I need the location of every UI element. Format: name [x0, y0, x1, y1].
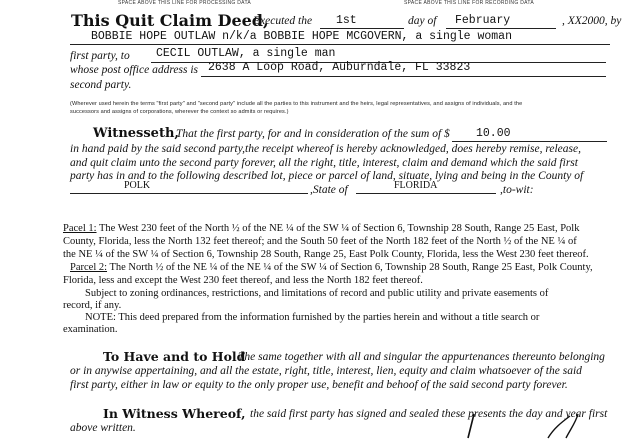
parcel-1-line-3: the NE ¼ of the SW ¼ of Section 6, Township 28 South, Range 25, East Polk County, Florida, less the West 230 feet thereof.: [63, 249, 589, 260]
witnesseth-heading: Witnesseth,: [93, 126, 179, 141]
definitions-line-2: successors and assigns of corporations, wherever the context so admits or requires.): [70, 109, 289, 115]
execution-month: February: [455, 14, 511, 27]
grantor-name: BOBBIE HOPE OUTLAW n/k/a BOBBIE HOPE MCGOVERN, a single woman: [91, 30, 512, 43]
habendum-line-2: or in anywise appertaining, and all the estate, right, title, interest, lien, equity and claim whatsoever of the said: [70, 365, 582, 377]
execution-year: , XX2000, by: [562, 15, 622, 27]
parcel-1-label: Pacel 1:: [63, 223, 97, 234]
recording-data-note: SPACE ABOVE THIS LINE FOR RECORDING DATA: [404, 0, 534, 6]
witnesseth-line-2: in hand paid by the said second party,the receipt whereof is hereby acknowledged, does hereby remise, release,: [70, 143, 581, 155]
in-witness-line-1: the said first party has signed and sealed these presents the day and year first: [250, 408, 608, 420]
address-label: whose post office address is: [70, 64, 198, 76]
habendum-line-1: The same together with all and singular the appurtenances thereunto belonging: [238, 351, 605, 363]
day-of-label: day of: [408, 15, 437, 27]
subject-line-2: record, if any.: [63, 300, 122, 311]
state-label: ,State of: [310, 184, 348, 196]
definitions-line-1: (Wherever used herein the terms "first party" and "second party" include all the parties to this instrument and the heirs, legal representatives, and assigns of individuals, and the: [70, 101, 523, 107]
grantee-name: CECIL OUTLAW, a single man: [156, 47, 336, 60]
note-line-1: NOTE: This deed prepared from the information furnished by the parties herein and without a title search or: [85, 312, 540, 323]
county-line: [70, 193, 308, 194]
witnesseth-line-3: and quit claim unto the second party forever, all the right, title, interest, claim and demand which the said first: [70, 157, 578, 169]
day-line: [320, 28, 404, 29]
signature-marks: [450, 412, 600, 440]
parcel-1-line-1: Pacel 1: The West 230 feet of the North ½ of the NE ¼ of the SW ¼ of Section 6, Township 28 South, Range 25 East, Polk: [63, 223, 580, 234]
witnesseth-line-4: party has in and to the following described lot, piece or parcel of land, situate, lying and being in the County of: [70, 170, 584, 182]
county-name: POLK: [124, 180, 151, 191]
address-line: [201, 76, 606, 77]
grantee-address: 2638 A Loop Road, Auburndale, FL 33823: [208, 61, 471, 74]
subject-line-1: Subject to zoning ordinances, restrictions, and limitations of record and public utility and private easements of: [85, 288, 549, 299]
parcel-2-label: Parcel 2:: [70, 262, 108, 273]
in-witness-line-2: above written.: [70, 422, 136, 434]
state-line: [356, 193, 496, 194]
note-line-2: examination.: [63, 324, 118, 335]
habendum-line-3: first party, either in law or equity to the only proper use, benefit and behoof of the said second party forever.: [70, 379, 568, 391]
execution-day: 1st: [336, 14, 357, 27]
in-witness-heading: In Witness Whereof,: [103, 406, 246, 421]
second-party-label: second party.: [70, 79, 132, 91]
habendum-heading: To Have and to Hold: [103, 349, 246, 364]
deed-title: This Quit Claim Deed,: [71, 11, 269, 30]
first-party-to-label: first party, to: [70, 50, 130, 62]
processing-data-note: SPACE ABOVE THIS LINE FOR PROCESSING DATA: [118, 0, 252, 6]
parcel-2-line-2: Florida, less and except the West 230 feet thereof, and less the North 182 feet thereof.: [63, 275, 423, 286]
parcel-2-line-1: Parcel 2: The North ½ of the NE ¼ of the NE ¼ of the SW ¼ of Section 6, Township 28 South, Range 25 East, Polk County,: [70, 262, 593, 273]
consideration-text: That the first party, for and in consideration of the sum of $: [176, 128, 450, 140]
month-line: [446, 28, 556, 29]
to-wit-label: ,to-wit:: [500, 184, 534, 196]
consideration-amount: 10.00: [476, 127, 511, 140]
grantor-line: [70, 44, 610, 45]
parcel-1-line-2: County, Florida, less the North 132 feet thereof; and the South 50 feet of the North 182 feet of the North ½ of the NE ¼ of: [63, 236, 577, 247]
state-name: FLORIDA: [394, 180, 438, 191]
executed-the-label: Executed the: [253, 15, 313, 27]
